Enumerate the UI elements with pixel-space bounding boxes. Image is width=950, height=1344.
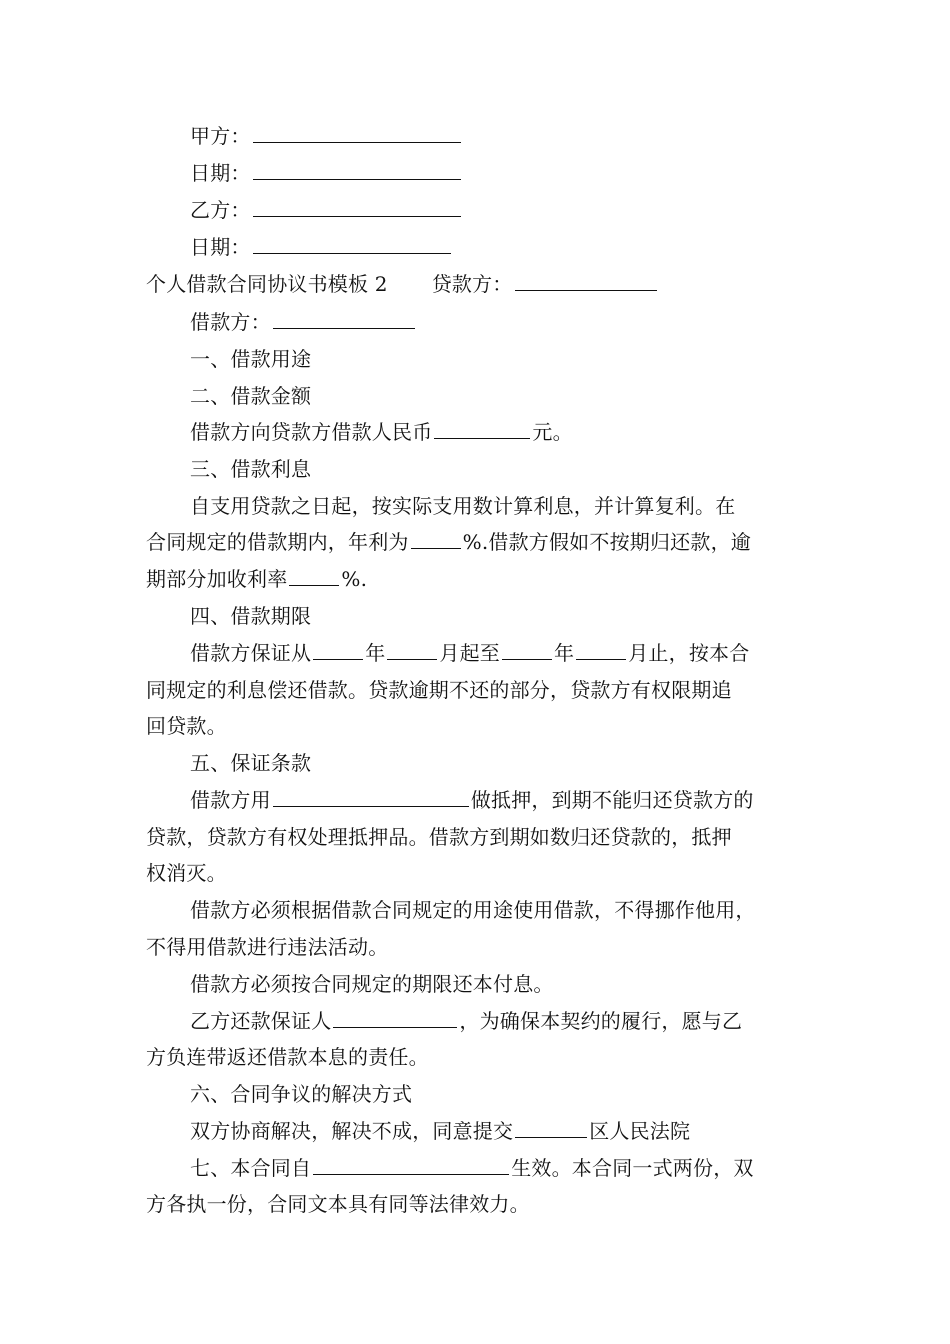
guarantor-text-a: 乙方还款保证人 (190, 1009, 332, 1033)
section-5-line-1 (190, 782, 754, 819)
date1-label: 日期： (190, 161, 251, 185)
usage-text-1: 借款方必须根据借款合同规定的用途使用借款，不得挪作他用， (190, 898, 756, 922)
end-month-blank (576, 637, 626, 660)
section-2-text (190, 414, 573, 451)
section-3-heading (190, 451, 311, 488)
dispute-text-b: 区人民法院 (589, 1119, 691, 1143)
party-b-label: 乙方： (190, 198, 251, 222)
collateral-text-b: 做抵押，到期不能归还贷款方的 (470, 788, 754, 812)
repayment-text: 借款方必须按合同规定的期限还本付息。 (190, 972, 554, 996)
section-5-para-2-line-1 (190, 892, 756, 929)
section-5-para-4-line-2 (146, 1039, 429, 1076)
borrower-line (190, 304, 417, 341)
section-4-title: 四、借款期限 (190, 604, 312, 628)
section-4-heading (190, 598, 311, 635)
effective-text-a: 七、本合同自 (190, 1156, 312, 1180)
court-blank (515, 1115, 587, 1138)
guarantor-text-b: ，为确保本契约的履行，愿与乙 (459, 1009, 743, 1033)
section-7-line-2 (146, 1186, 530, 1223)
term-text-d: 年 (554, 641, 575, 665)
amount-blank (434, 416, 530, 439)
party-a-signature-line (190, 118, 463, 155)
section-3-title: 三、借款利息 (190, 457, 312, 481)
section-5-heading (190, 745, 311, 782)
dispute-text-a: 双方协商解决，解决不成，同意提交 (190, 1119, 514, 1143)
collateral-text-2: 贷款，贷款方有权处理抵押品。借款方到期如数归还贷款的，抵押 (146, 825, 732, 849)
section-5-para-4-line-1 (190, 1003, 742, 1040)
interest-text-3a: 期部分加收利率 (146, 567, 288, 591)
section-4-line-1 (190, 635, 749, 672)
collateral-text-3: 权消灭。 (146, 861, 227, 885)
term-text-3: 回贷款。 (146, 714, 227, 738)
amount-unit: 元。 (532, 420, 573, 444)
section-5-para-3 (190, 966, 554, 1003)
borrower-blank (273, 306, 415, 329)
interest-text-3b: %. (341, 567, 368, 591)
party-a-blank (253, 120, 461, 143)
section-3-line-2 (146, 524, 751, 561)
lender-label: 贷款方： (431, 272, 513, 296)
effective-date-blank (313, 1152, 509, 1175)
document-title: 个人借款合同协议书模板 2 (146, 272, 388, 296)
date2-label: 日期： (190, 235, 251, 259)
term-text-c: 月起至 (439, 641, 501, 665)
section-5-line-2 (146, 819, 732, 856)
section-6-line (190, 1113, 690, 1150)
section-6-title: 六、合同争议的解决方式 (190, 1082, 413, 1106)
lender-blank (515, 268, 657, 291)
section-1-heading (190, 341, 311, 378)
guarantor-text-2: 方负连带返还借款本息的责任。 (146, 1045, 429, 1069)
borrower-label: 借款方： (190, 310, 271, 334)
party-a-label: 甲方： (190, 124, 251, 148)
section-5-title: 五、保证条款 (190, 751, 312, 775)
interest-text-1: 自支用贷款之日起，按实际支用数计算利息，并计算复利。在 (190, 494, 736, 518)
annual-rate-blank (411, 526, 461, 549)
guarantor-blank (333, 1005, 457, 1028)
section-3-line-1 (190, 488, 735, 525)
date2-line (190, 229, 453, 266)
party-b-blank (253, 194, 461, 217)
section-5-line-3 (146, 855, 227, 892)
party-b-signature-line (190, 192, 463, 229)
effective-text-2: 方各执一份，合同文本具有同等法律效力。 (146, 1192, 530, 1216)
end-year-blank (502, 637, 552, 660)
date2-blank (253, 231, 451, 254)
section-7-line-1 (190, 1150, 754, 1187)
section-3-line-3 (146, 561, 367, 598)
date1-blank (253, 157, 461, 180)
section-4-line-2 (146, 672, 732, 709)
collateral-blank (273, 784, 469, 807)
section-2-heading (190, 378, 311, 415)
term-text-2: 同规定的利息偿还借款。贷款逾期不还的部分，贷款方有权限期追 (146, 678, 732, 702)
date1-line (190, 155, 463, 192)
section-6-heading (190, 1076, 412, 1113)
overdue-rate-blank (289, 563, 339, 586)
usage-text-2: 不得用借款进行违法活动。 (146, 935, 389, 959)
interest-text-2a: 合同规定的借款期内，年利为 (146, 530, 409, 554)
term-text-a: 借款方保证从 (190, 641, 312, 665)
start-month-blank (387, 637, 437, 660)
section-5-para-2-line-2 (146, 929, 388, 966)
amount-text: 借款方向贷款方借款人民币 (190, 420, 433, 444)
start-year-blank (313, 637, 363, 660)
effective-text-b: 生效。本合同一式两份，双 (511, 1156, 754, 1180)
section-4-line-3 (146, 708, 227, 745)
collateral-text-a: 借款方用 (190, 788, 271, 812)
term-text-e: 月止，按本合 (628, 641, 750, 665)
interest-text-2b: %.借款方假如不按期归还款，逾 (462, 530, 751, 554)
section-2-title: 二、借款金额 (190, 384, 312, 408)
section-1-title: 一、借款用途 (190, 347, 312, 371)
term-text-b: 年 (365, 641, 386, 665)
title-line (146, 266, 659, 303)
